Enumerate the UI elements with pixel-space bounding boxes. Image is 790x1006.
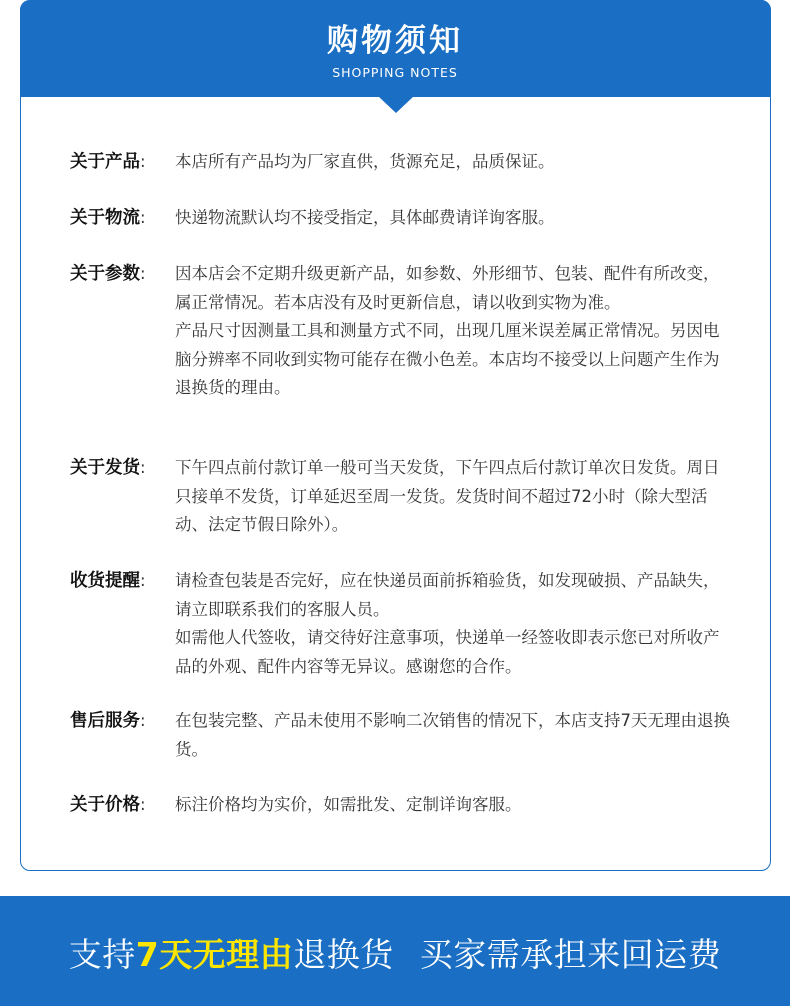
note-text: 在包装完整、产品未使用不影响二次销售的情况下，本店支持7天无理由退换货。	[175, 711, 730, 759]
note-label: 售后服务	[70, 711, 140, 731]
note-colon: :	[140, 152, 146, 171]
note-label: 关于发货	[70, 458, 140, 478]
banner-prefix: 支持	[68, 935, 136, 974]
note-text: 如需他人代签收，请交待好注意事项，快递单一经签收即表示您已对所收产品的外观、配件内容等无异议。感谢您的合作。	[175, 628, 720, 676]
note-text: 因本店会不定期升级更新产品，如参数、外形细节、包装、配件有所改变，属正常情况。若本店没有及时更新信息，请以收到实物为准。	[175, 264, 720, 312]
note-label: 关于产品	[70, 152, 140, 172]
note-colon: :	[140, 711, 146, 730]
note-text: 快递物流默认均不接受指定，具体邮费请详询客服。	[175, 208, 555, 227]
note-parameters	[70, 260, 730, 403]
note-product	[70, 148, 555, 177]
note-label: 关于物流	[70, 208, 140, 228]
note-label: 收货提醒	[70, 571, 140, 591]
note-colon: :	[140, 571, 146, 590]
note-text: 请检查包装是否完好，应在快递员面前拆箱验货，如发现破损、产品缺失，请立即联系我们的客服人员。	[175, 571, 720, 619]
banner-highlight: 7天无理由	[135, 935, 294, 974]
note-text: 本店所有产品均为厂家直供，货源充足，品质保证。	[175, 152, 555, 171]
return-policy-text	[0, 934, 790, 976]
note-logistics	[70, 204, 555, 233]
note-price	[70, 791, 522, 820]
banner-shipping-note: 买家需承担来回运费	[419, 935, 722, 974]
note-colon: :	[140, 208, 146, 227]
page-subtitle: SHOPPING NOTES	[332, 65, 458, 80]
note-text: 下午四点前付款订单一般可当天发货，下午四点后付款订单次日发货。周日只接单不发货，订单延迟至周一发货。发货时间不超过72小时（除大型活动、法定节假日除外）。	[175, 458, 720, 534]
note-colon: :	[140, 795, 146, 814]
note-shipping	[70, 454, 730, 540]
banner-suffix: 退换货	[293, 935, 394, 974]
note-after-sales	[70, 707, 730, 764]
header-pointer	[378, 96, 414, 113]
return-policy-banner	[0, 896, 790, 1006]
note-colon: :	[140, 458, 146, 477]
page-title: 购物须知	[327, 23, 463, 59]
note-label: 关于价格	[70, 795, 140, 815]
note-receipt	[70, 567, 730, 681]
note-text: 产品尺寸因测量工具和测量方式不同，出现几厘米误差属正常情况。另因电脑分辨率不同收到实物可能存在微小色差。本店均不接受以上问题产生作为退换货的理由。	[175, 321, 720, 397]
note-colon: :	[140, 264, 146, 283]
note-text: 标注价格均为实价，如需批发、定制详询客服。	[175, 795, 522, 814]
note-label: 关于参数	[70, 264, 140, 284]
